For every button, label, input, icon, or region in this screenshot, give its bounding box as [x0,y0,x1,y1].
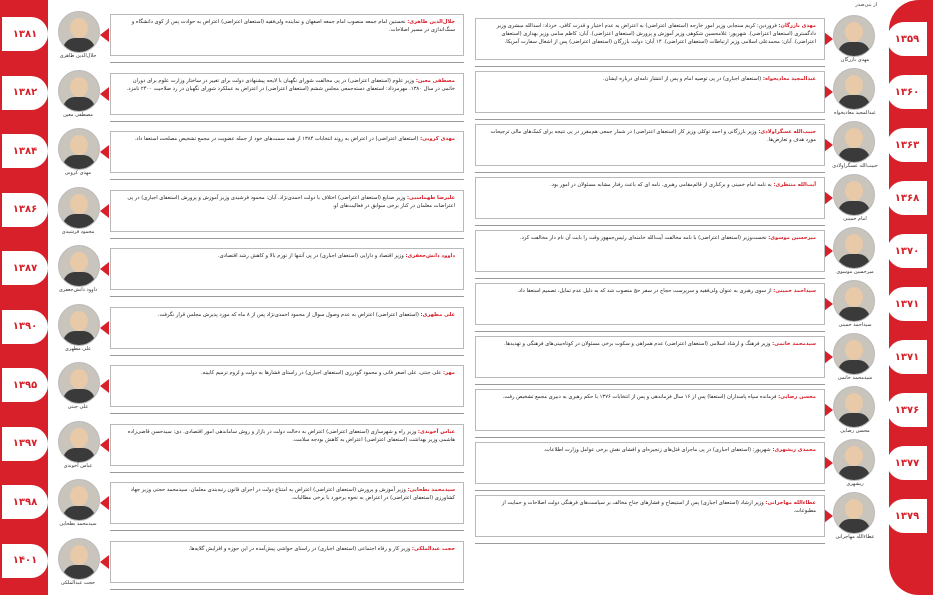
portrait-image [833,121,875,163]
timeline-entry [467,12,933,70]
person-name: علی مطهری [64,345,92,352]
entry-text-box [110,73,464,115]
timeline-right-column [467,0,933,595]
entry-highlight: حجت عبدالملکی: [411,545,455,552]
entry-text-box [110,131,464,173]
entry-text-box [475,230,825,272]
entry-highlight: آیت‌الله منتظری: [773,182,816,188]
portrait-image [58,128,100,170]
entry-highlight: مصطفی معین: [415,77,455,84]
year-badge: ۱۳۸۴ [2,134,48,168]
entry-highlight: سیداحمد خمینی: [773,288,816,294]
entry-text: وزیر ارشاد (استعفای اجباری) پس از استیضاح و فشارهای جناح مخالف بر سیاست‌های فرهنگی دولت اصلاحات و حمایت از مطبوعات. [501,500,816,514]
entry-text: (استعفای اعتراضی) اعتراض به عدم وصول سوال از محمود احمدی‌نژاد پس از ۸ ماه که مورد پذیرش مجلس قرار نگرفت. [157,311,419,318]
person-name: حجت عبدالملکی [60,579,96,586]
entry-text: (استعفای اجباری) در پی توصیه امام و پس از انتشار نامه‌ای درباره ایشان. [603,76,762,82]
pointer-arrow-icon [100,28,109,42]
person-name: امام خمینی [843,216,867,222]
timeline-entry [467,65,933,123]
timeline-entry [0,535,466,593]
portrait-image [833,68,875,110]
entry-highlight: مهر: [443,370,455,376]
entry-text-box [475,71,825,113]
entry-text-box [110,541,464,583]
entry-text-box [110,482,464,524]
entry-divider [475,543,825,544]
person-name: محسن رضایی [840,428,870,434]
portrait-image [833,280,875,322]
year-badge: ۱۳۷۹ [887,499,927,533]
year-badge: ۱۳۹۷ [2,427,48,461]
portrait-image [58,362,100,404]
year-badge: ۱۳۸۶ [2,193,48,227]
pointer-arrow-icon [824,191,833,205]
entry-divider [110,355,464,356]
year-badge: ۱۳۷۶ [887,393,927,427]
entry-highlight: سیدمحمد بطحایی: [407,487,455,493]
entry-divider [110,62,464,63]
timeline-entry [467,383,933,441]
entry-text: علی جنتی، علی اصغر فانی و محمود گودرزی (استعفای اجباری) در راستای فشارها به دولت و لزوم ترمیم کابینه. [201,370,442,376]
entry-divider [110,121,464,122]
entry-text-box [475,177,825,219]
entry-text: وزیر کار و رفاه اجتماعی (استعفای اجباری) در راستای حواشی پیش‌آمده در این حوزه و افزایش گلایه‌ها. [188,545,411,552]
entry-text-box [475,495,825,537]
pointer-arrow-icon [100,555,109,569]
pointer-arrow-icon [100,379,109,393]
entry-text: نخست‌وزیر (استعفای اعتراضی) با نامه مخالفت آیت‌الله خامنه‌ای رئیس‌جمهور وقت را بابت آن نام دار مخالفت کرد. [519,235,767,241]
pointer-arrow-icon [100,262,109,276]
timeline-entry [0,67,466,125]
portrait-image [58,538,100,580]
entry-text-box [110,14,464,56]
entry-highlight: علیرضا طهماسبی: [406,194,455,201]
person-name: سیدمحمد خاتمی [837,375,873,381]
entry-divider [110,296,464,297]
entry-text-box [110,424,464,466]
portrait-image [58,421,100,463]
portrait-image [833,15,875,57]
entry-highlight: مهدی کروبی: [420,136,455,142]
pointer-arrow-icon [100,496,109,510]
year-badge: ۱۳۹۵ [2,368,48,402]
entry-text: فروردین: کریم سنجابی وزیر امور خارجه (استعفای اعتراضی) به اعتراض به عدم اختیار و قدرت کافی. خرداد: اسدالله مبشری وزیر دادگستری (استعفای اعتراضی). شهریور: غلامحسین شکوهی وزیر آموزش و پرورش (استعفای اعتراضی). آبان: کاظم سامی وزیر بهداری (استعفای اعتراضی). آبان: محمدعلی اسلامی وزیر ارتباطات (استعفای اعتراضی). ۱۴ آبان: دولت بازرگان (استعفای اعتراضی) پس از اشغال سفارت آمریکا. [496,23,816,45]
entry-highlight: محمدی ریشهری: [772,447,816,453]
timeline-entry [467,224,933,282]
pointer-arrow-icon [100,204,109,218]
timeline-entry [467,118,933,176]
year-badge: ۱۳۶۰ [887,75,927,109]
person-name: عباس آخوندی [63,462,93,469]
entry-divider [110,472,464,473]
entry-text: وزیر علوم (استعفای اعتراضی) در پی مخالفت شورای نگهبان با لایحه پیشنهادی دولت برای تغییر در ساختار وزارت علوم برای دوران خاتمی در سال ۱۳۸۰. مهرمرداد: استعفای دسته‌جمعی مجلس ششم (استعفای اعتراضی) در اعتراض به عملکرد شورای نگهبان در رد صلاحیت ۲۴۰۰ نامزد. [126,77,455,92]
entry-text: وزیر اقتصاد و دارایی (استعفای اجباری) در پی آنتنها از تورم بالا و کاهش رشد اقتصادی. [217,253,404,259]
year-badge: ۱۳۸۲ [2,76,48,110]
entry-text: نخستین امام جمعه منصوب امام جمعه اصفهان و نماینده ولی‌فقیه (استعفای اعتراضی) اعتراض به حوادث پس از کوی دانشگاه و سنگ‌اندازی در مسیر اصلاحات. [131,19,455,33]
person-name: ریشهری [846,481,864,487]
timeline-entry [467,171,933,229]
entry-highlight: عطاءالله مهاجرانی: [765,500,816,506]
entry-text-box [475,336,825,378]
pointer-arrow-icon [824,138,833,152]
portrait-image [833,439,875,481]
portrait-image [833,492,875,534]
entry-highlight: محسن رضایی: [778,394,816,400]
portrait-image [58,304,100,346]
year-badge: ۱۴۰۱ [2,544,48,578]
person-name: جلال‌الدین طاهری [59,53,97,59]
timeline-entry [0,476,466,534]
timeline-entry [467,277,933,335]
entry-highlight: مهدی بازرگان: [778,23,816,29]
timeline-entry [0,125,466,183]
entry-text: وزیر بازرگانی و احمد توکلی وزیر کار (استعفای اعتراضی) در شمار جمعی هم‌مقرر در پی نتیجه برای کمک‌های مالی ترجیحات مورد هدف و تعارض‌ها. [490,129,816,143]
pointer-arrow-icon [824,244,833,258]
person-name: مهدی بازرگان [840,57,870,63]
entry-text-box [475,389,825,431]
entry-text: شهریور: (استعفای اجباری) در پی ماجرای قتل‌های زنجیره‌ای و افشای نقش برخی عوامل وزارت اطلاعات. [543,447,771,453]
timeline-entry [467,330,933,388]
timeline-left-column [0,0,466,595]
entry-divider [110,530,464,531]
entry-text: وزیر صنایع (استعفای اعتراضی) اختلاف با دولت احمدی‌نژاد. آبان: محمود فرشیدی وزیر آموزش و پرورش (استعفای اجباری) در پی اعتراضات معلمان در کنار برخی سوابق در فعالیت‌های او. [127,194,455,209]
entry-divider [110,413,464,414]
person-name: عطاءالله مهاجرانی [835,534,875,540]
year-badge: ۱۳۸۷ [2,251,48,285]
year-badge: ۱۳۵۹ [887,22,927,56]
year-badge: ۱۳۶۸ [887,181,927,215]
person-name: داوود دانش‌جعفری [58,287,98,293]
entry-divider [110,589,464,590]
timeline-entry [0,184,466,242]
pointer-arrow-icon [100,87,109,101]
pointer-arrow-icon [824,350,833,364]
person-name: مصطفی معین [63,111,93,118]
entry-text-box [110,365,464,407]
timeline-entry [0,359,466,417]
portrait-image [833,333,875,375]
entry-text-box [475,283,825,325]
person-name: عبدالمجید معادیخواه [834,110,876,116]
year-badge: ۱۳۷۷ [887,446,927,480]
year-badge: ۱۳۹۸ [2,485,48,519]
entry-text: (استعفای اعتراضی) در اعتراض به روند انتخابات ۱۳۸۴ از همه سمت‌های خود از جمله عضویت در مجمع تشخیص مصلحت استعفا داد. [134,136,419,142]
portrait-image [58,245,100,287]
entry-divider [110,238,464,239]
entry-highlight: میرحسین موسوی: [768,235,816,241]
person-name: میرحسین موسوی [836,269,874,275]
entry-highlight: داوود دانش‌جعفری: [405,253,455,259]
entry-highlight: جلال‌الدین طاهری: [407,19,455,25]
pointer-arrow-icon [824,297,833,311]
portrait-image [58,479,100,521]
entry-text: فرمانده سپاه پاسداران (استعفا) پس از ۱۶ سال فرماندهی و پس از انتخابات ۱۳۷۶ با حکم رهبری به دبیری مجمع تشخیص رفت. [502,394,777,400]
entry-text-box [475,124,825,166]
timeline-entry [467,436,933,494]
portrait-image [58,70,100,112]
timeline-entry [467,489,933,547]
entry-text: از سوی رهبری به عنوان ولی‌فقیه و سرپرست حجاج در سفر حج منصوب شد که به دلیل عدم تمایل، تصمیم استعفا داد. [517,288,772,294]
year-badge: ۱۳۷۱ [887,287,927,321]
entry-text: به نامه امام خمینی و برکناری از قائم‌مقامی رهبری. نامه ای که باعث رفتار مشابه مسئولان در امور بود. [550,182,772,188]
year-badge: ۱۳۸۱ [2,17,48,51]
entry-text: وزیر فرهنگ و ارشاد اسلامی (استعفای اعتراضی) عدم همراهی و سکوت برخی مسئولان در کوتاه‌بینی‌های فرهنگی و تهدیدها. [504,341,771,347]
entry-highlight: سیدمحمد خاتمی: [772,341,816,347]
pointer-arrow-icon [824,509,833,523]
timeline-entry [0,418,466,476]
year-badge: ۱۳۷۱ [887,340,927,374]
entry-text-box [110,307,464,349]
portrait-image [833,386,875,428]
person-name: سیداحمد خمینی [838,322,872,328]
entry-text-box [475,442,825,484]
portrait-image [833,174,875,216]
pointer-arrow-icon [824,85,833,99]
entry-text-box [475,18,825,60]
pointer-arrow-icon [100,438,109,452]
portrait-image [833,227,875,269]
entry-text-box [110,190,464,232]
person-name: محمود فرشیدی [61,228,95,235]
person-name: حبیب‌الله عسگراولادی [832,163,878,169]
person-name: علی جنتی [67,404,89,410]
pointer-arrow-icon [824,32,833,46]
entry-divider [110,179,464,180]
portrait-image [58,187,100,229]
pointer-arrow-icon [824,403,833,417]
timeline-entry [0,301,466,359]
pointer-arrow-icon [100,145,109,159]
entry-text-box [110,248,464,290]
entry-text: وزیر راه و شهرسازی (استعفای اعتراضی) اعتراض به دخالت دولت در بازار و روش ساماندهی امور اقتصادی. دی: سیدحسن قاضی‌زاده هاشمی وزیر بهداشت (استعفای اعتراضی) اعتراض به کاهش بودجه سلامت. [127,428,455,443]
person-name: مهدی کروبی [64,170,92,176]
entry-text: وزیر آموزش و پرورش (استعفای اعتراضی) اعتراض به امتناع دولت در اجرای قانون رتبه‌بندی معلمان. سیدمحمد حجتی وزیر جهاد کشاورزی (استعفای اعتراضی) در اعتراض به نحوه برخورد با برخی مطالبات. [130,487,455,501]
timeline-entry [0,8,466,66]
person-name: سیدمحمد بطحایی [59,521,97,527]
entry-highlight: علی مطهری: [420,311,455,318]
timeline-entry [0,242,466,300]
entry-highlight: عباس آخوندی: [417,428,455,435]
pointer-arrow-icon [824,456,833,470]
entry-highlight: حبیب‌الله عسگراولادی: [758,129,816,135]
year-badge: ۱۳۶۳ [887,128,927,162]
column-caption: از بنی‌صدر [855,2,877,8]
entry-highlight: عبدالمجید معادیخواه: [762,76,816,82]
pointer-arrow-icon [100,321,109,335]
portrait-image [58,11,100,53]
year-badge: ۱۳۷۰ [887,234,927,268]
year-badge: ۱۳۹۰ [2,310,48,344]
